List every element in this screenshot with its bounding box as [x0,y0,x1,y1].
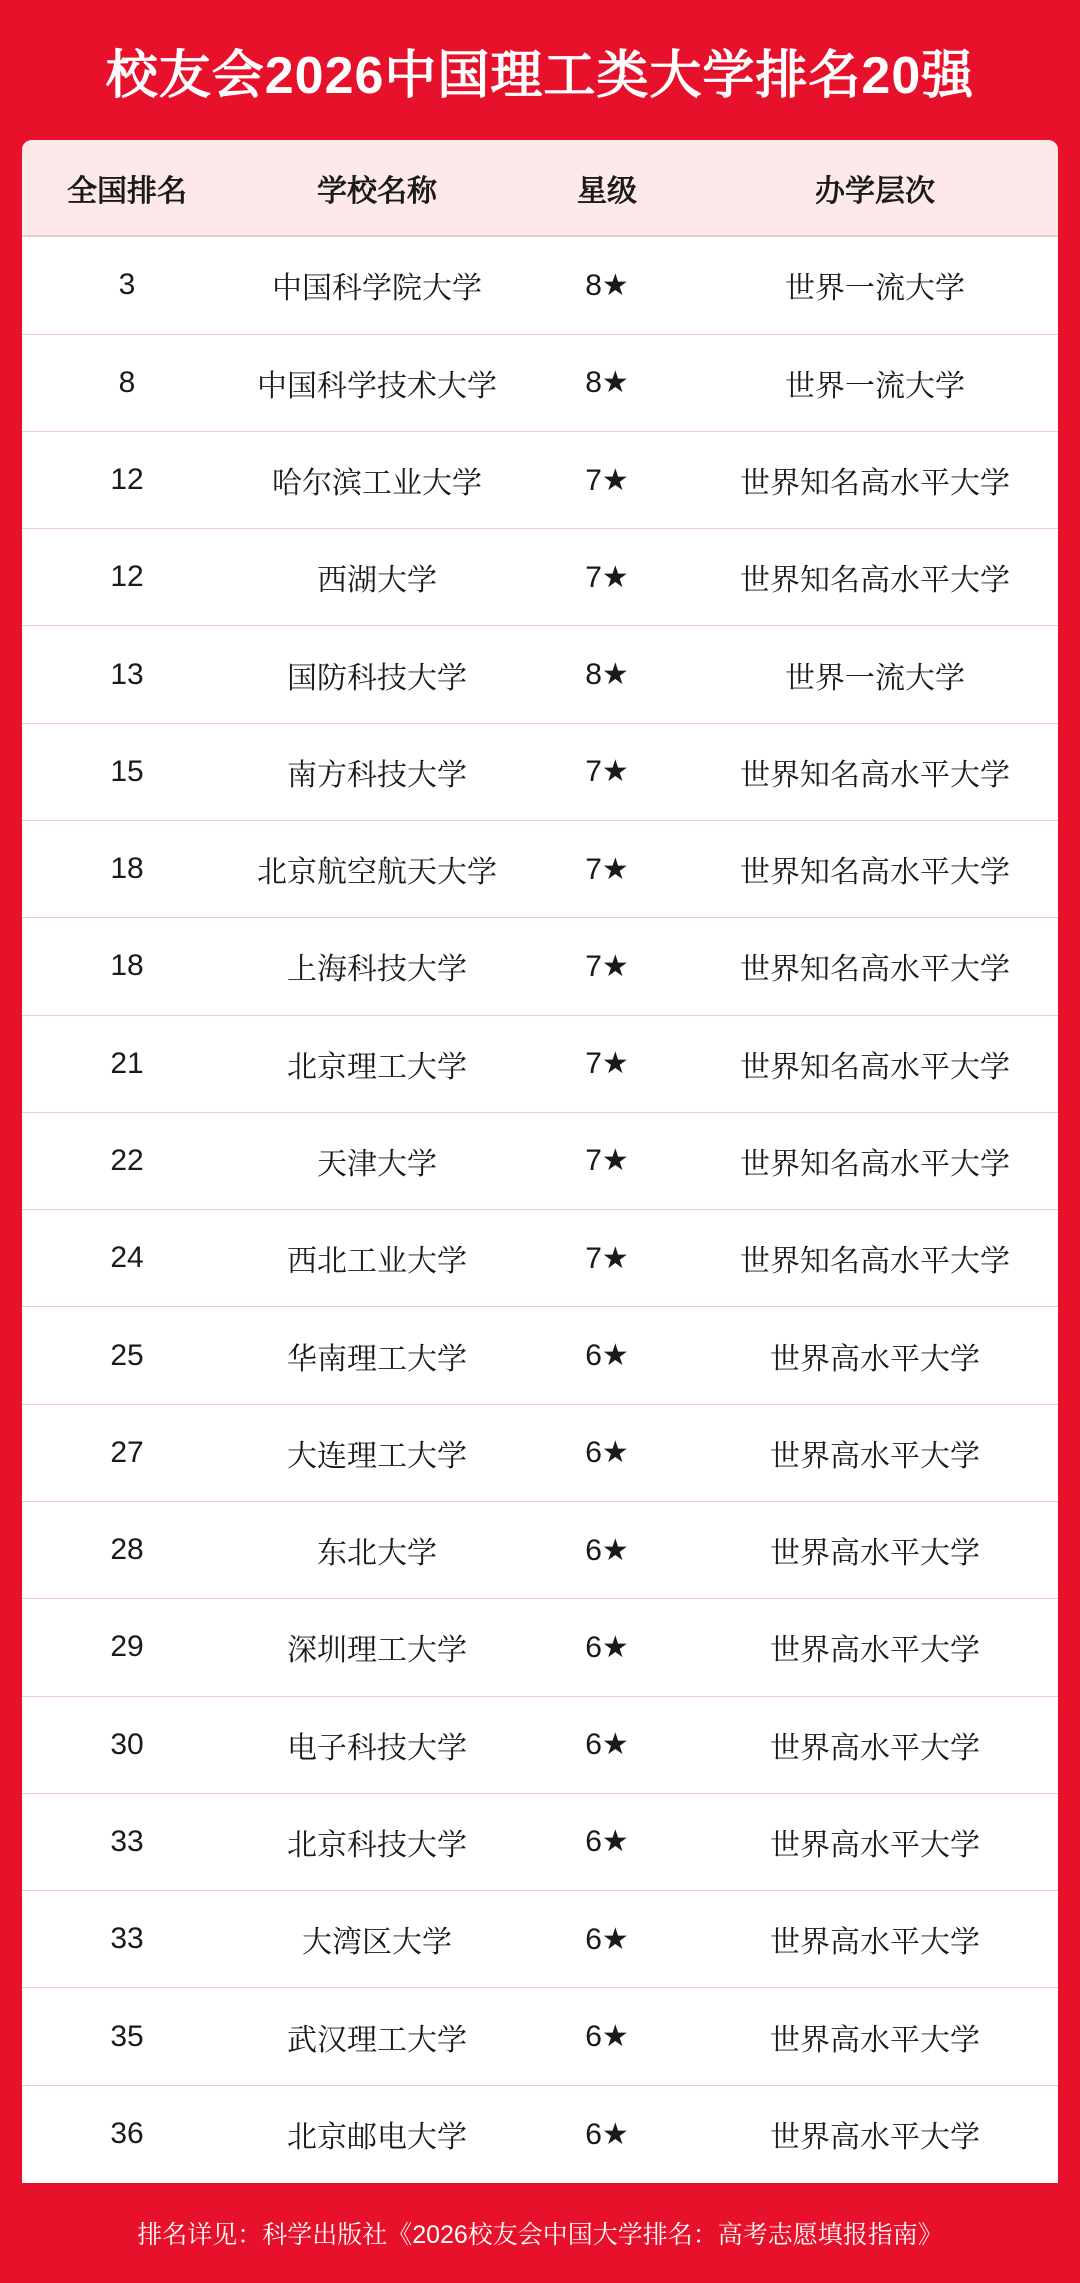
table-row [22,1016,1058,1113]
cell-star: 7★ [585,463,629,497]
cell-rank: 18 [110,852,144,886]
cell-name: 西北工业大学 [287,1245,467,1279]
cell-level: 世界知名高水平大学 [740,953,1010,987]
cell-level: 世界知名高水平大学 [740,758,1010,792]
source-note: 排名详见：科学出版社《2026校友会中国大学排名：高考志愿填报指南》 [0,2183,1080,2283]
cell-star: 7★ [585,1144,629,1178]
table-row [22,1599,1058,1696]
ranking-table [22,140,1058,2183]
cell-rank: 12 [110,463,144,496]
column-header-level: 办学层次 [815,174,935,208]
cell-name: 电子科技大学 [287,1731,467,1765]
cell-star: 7★ [585,852,629,886]
table-row [22,821,1058,918]
cell-name: 天津大学 [317,1147,437,1181]
page-title: 校友会2026中国理工类大学排名20强 [105,46,975,105]
table-row [22,2086,1058,2183]
table-row [22,1307,1058,1404]
cell-name: 东北大学 [317,1537,437,1571]
cell-star: 6★ [585,1825,629,1859]
cell-star: 8★ [585,366,629,400]
cell-level: 世界知名高水平大学 [740,1147,1010,1181]
cell-name: 北京科技大学 [287,1828,467,1862]
cell-rank: 22 [110,1143,144,1177]
cell-level: 世界一流大学 [785,661,965,695]
cell-rank: 35 [110,2019,144,2053]
cell-name: 北京邮电大学 [287,2121,467,2155]
cell-level: 世界高水平大学 [770,1342,980,1376]
cell-star: 7★ [585,949,629,983]
cell-level: 世界知名高水平大学 [740,1050,1010,1084]
table-row [22,1697,1058,1794]
cell-star: 7★ [585,1241,629,1275]
cell-rank: 3 [118,268,136,302]
cell-level: 世界高水平大学 [770,2121,980,2155]
cell-star: 6★ [585,2117,629,2151]
cell-name: 中国科学技术大学 [257,369,497,403]
table-row [22,1794,1058,1891]
column-header-rank: 全国排名 [67,174,187,208]
cell-star: 6★ [585,1436,629,1470]
cell-level: 世界高水平大学 [770,1926,980,1960]
table-row [22,1210,1058,1307]
cell-rank: 25 [110,1338,144,1372]
cell-level: 世界高水平大学 [770,1634,980,1668]
cell-star: 6★ [585,1728,629,1762]
table-row [22,724,1058,821]
cell-star: 6★ [585,1533,629,1567]
cell-name: 中国科学院大学 [272,272,482,306]
cell-level: 世界知名高水平大学 [740,856,1010,890]
cell-level: 世界高水平大学 [770,1537,980,1571]
cell-name: 国防科技大学 [287,661,467,695]
table-row [22,1405,1058,1502]
column-header-name: 学校名称 [317,174,437,208]
cell-level: 世界知名高水平大学 [740,467,1010,500]
table-row [22,1891,1058,1988]
cell-star: 7★ [585,560,629,594]
cell-rank: 8 [118,365,136,399]
cell-rank: 36 [110,2117,144,2151]
cell-name: 西湖大学 [317,564,437,598]
cell-star: 6★ [585,1630,629,1664]
cell-name: 大连理工大学 [287,1439,467,1473]
cell-level: 世界高水平大学 [770,2023,980,2057]
cell-rank: 18 [110,949,144,983]
table-row [22,432,1058,529]
cell-level: 世界高水平大学 [770,1439,980,1473]
cell-name: 上海科技大学 [287,953,467,987]
cell-level: 世界知名高水平大学 [740,1245,1010,1279]
table-row [22,529,1058,626]
cell-name: 南方科技大学 [287,758,467,792]
cell-rank: 24 [110,1241,144,1275]
table-row [22,918,1058,1015]
table-row [22,626,1058,723]
cell-level: 世界一流大学 [785,272,965,306]
table-row [22,1502,1058,1599]
cell-star: 6★ [585,2020,629,2053]
table-row [22,237,1058,334]
cell-name: 华南理工大学 [287,1342,467,1376]
cell-rank: 28 [110,1533,144,1567]
table-row [22,1113,1058,1210]
cell-level: 世界高水平大学 [770,1828,980,1862]
cell-star: 6★ [585,1922,629,1956]
cell-name: 北京理工大学 [287,1050,467,1084]
cell-rank: 27 [110,1435,144,1469]
cell-star: 8★ [585,658,629,692]
cell-level: 世界一流大学 [785,369,965,403]
cell-name: 武汉理工大学 [287,2023,467,2057]
cell-level: 世界高水平大学 [770,1731,980,1765]
table-row [22,335,1058,432]
cell-rank: 13 [110,657,144,691]
cell-rank: 29 [110,1630,144,1664]
cell-rank: 15 [110,754,144,788]
cell-name: 大湾区大学 [302,1926,452,1960]
cell-star: 8★ [585,268,629,302]
cell-rank: 12 [110,560,144,594]
cell-rank: 30 [110,1727,144,1761]
cell-rank: 21 [110,1046,144,1080]
cell-level: 世界知名高水平大学 [740,564,1010,598]
column-header-star: 星级 [577,174,637,208]
cell-name: 哈尔滨工业大学 [272,467,482,500]
table-header-row [22,140,1058,237]
cell-rank: 33 [110,1824,144,1858]
title-bar [0,0,1080,140]
cell-name: 深圳理工大学 [287,1634,467,1668]
cell-star: 7★ [585,755,629,789]
cell-rank: 33 [110,1922,144,1956]
cell-star: 6★ [585,1339,629,1373]
cell-star: 7★ [585,1047,629,1081]
table-row [22,1988,1058,2085]
cell-name: 北京航空航天大学 [257,856,497,890]
